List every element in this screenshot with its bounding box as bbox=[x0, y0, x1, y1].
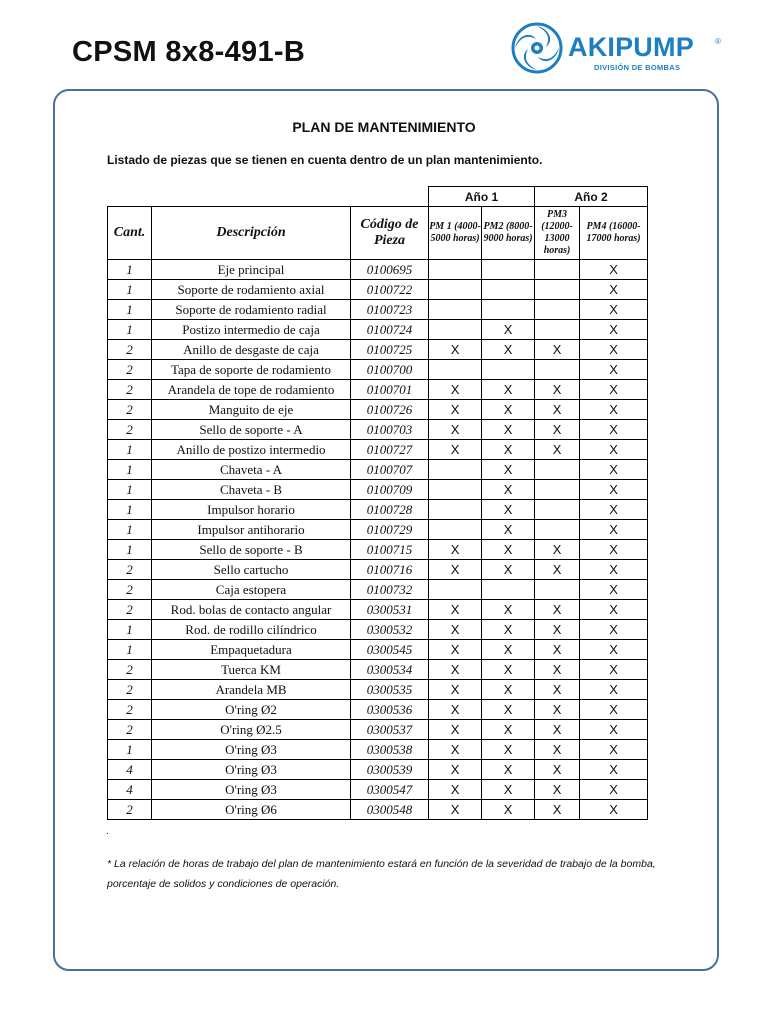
row-description: Sello cartucho bbox=[152, 560, 351, 580]
row-description: Anillo de desgaste de caja bbox=[152, 340, 351, 360]
row-pm1: X bbox=[429, 340, 482, 360]
row-pm3 bbox=[535, 320, 580, 340]
logo-subtitle: DIVISIÓN DE BOMBAS bbox=[594, 63, 681, 72]
row-code: 0300539 bbox=[351, 760, 429, 780]
row-pm2: X bbox=[482, 380, 535, 400]
table-row bbox=[108, 400, 648, 420]
row-code: 0300531 bbox=[351, 600, 429, 620]
row-pm3: X bbox=[535, 700, 580, 720]
table-row bbox=[108, 300, 648, 320]
row-code: 0100701 bbox=[351, 380, 429, 400]
row-description: Arandela de tope de rodamiento bbox=[152, 380, 351, 400]
row-pm4: X bbox=[580, 580, 648, 600]
row-pm2: X bbox=[482, 760, 535, 780]
row-description: Chaveta - A bbox=[152, 460, 351, 480]
row-qty: 1 bbox=[108, 300, 152, 320]
table-row bbox=[108, 700, 648, 720]
row-pm3 bbox=[535, 520, 580, 540]
row-qty: 1 bbox=[108, 320, 152, 340]
row-pm4: X bbox=[580, 280, 648, 300]
row-code: 0100724 bbox=[351, 320, 429, 340]
row-pm1 bbox=[429, 360, 482, 380]
row-pm4: X bbox=[580, 380, 648, 400]
table-row bbox=[108, 760, 648, 780]
row-description: Impulsor antihorario bbox=[152, 520, 351, 540]
row-pm3 bbox=[535, 280, 580, 300]
row-description: Eje principal bbox=[152, 260, 351, 280]
row-pm1: X bbox=[429, 560, 482, 580]
row-pm2: X bbox=[482, 460, 535, 480]
row-pm3: X bbox=[535, 420, 580, 440]
row-code: 0100703 bbox=[351, 420, 429, 440]
row-pm4: X bbox=[580, 460, 648, 480]
row-pm4: X bbox=[580, 340, 648, 360]
row-pm4: X bbox=[580, 660, 648, 680]
table-row bbox=[108, 460, 648, 480]
column-header-row bbox=[108, 207, 648, 260]
row-pm4: X bbox=[580, 260, 648, 280]
row-pm3: X bbox=[535, 740, 580, 760]
row-pm3: X bbox=[535, 540, 580, 560]
row-description: O'ring Ø3 bbox=[152, 760, 351, 780]
code-header: Código de Pieza bbox=[351, 207, 429, 260]
row-qty: 2 bbox=[108, 660, 152, 680]
row-pm1 bbox=[429, 280, 482, 300]
row-pm3: X bbox=[535, 560, 580, 580]
table-row bbox=[108, 420, 648, 440]
row-description: Rod. bolas de contacto angular bbox=[152, 600, 351, 620]
row-code: 0100726 bbox=[351, 400, 429, 420]
row-pm1: X bbox=[429, 440, 482, 460]
row-pm3 bbox=[535, 360, 580, 380]
row-code: 0100732 bbox=[351, 580, 429, 600]
pm2-header: PM2 (8000-9000 horas) bbox=[482, 207, 535, 260]
row-code: 0100700 bbox=[351, 360, 429, 380]
table-row bbox=[108, 500, 648, 520]
document-title: PLAN DE MANTENIMIENTO bbox=[292, 119, 476, 135]
row-pm3: X bbox=[535, 780, 580, 800]
row-qty: 4 bbox=[108, 760, 152, 780]
pm1-header: PM 1 (4000-5000 horas) bbox=[429, 207, 482, 260]
row-description: Soporte de rodamiento axial bbox=[152, 280, 351, 300]
row-description: Impulsor horario bbox=[152, 500, 351, 520]
row-pm3 bbox=[535, 500, 580, 520]
row-pm1 bbox=[429, 260, 482, 280]
row-pm2 bbox=[482, 280, 535, 300]
row-pm1: X bbox=[429, 420, 482, 440]
row-pm3: X bbox=[535, 720, 580, 740]
row-pm4: X bbox=[580, 360, 648, 380]
row-description: Sello de soporte - B bbox=[152, 540, 351, 560]
row-pm2: X bbox=[482, 740, 535, 760]
row-pm2: X bbox=[482, 680, 535, 700]
table-row bbox=[108, 640, 648, 660]
row-qty: 2 bbox=[108, 680, 152, 700]
row-code: 0100723 bbox=[351, 300, 429, 320]
row-pm2: X bbox=[482, 700, 535, 720]
row-qty: 2 bbox=[108, 360, 152, 380]
row-code: 0100707 bbox=[351, 460, 429, 480]
row-code: 0100709 bbox=[351, 480, 429, 500]
row-pm2: X bbox=[482, 600, 535, 620]
row-pm2: X bbox=[482, 340, 535, 360]
row-pm2: X bbox=[482, 620, 535, 640]
row-pm1: X bbox=[429, 800, 482, 820]
table-row bbox=[108, 580, 648, 600]
row-qty: 1 bbox=[108, 620, 152, 640]
row-qty: 2 bbox=[108, 400, 152, 420]
row-pm3: X bbox=[535, 600, 580, 620]
row-description: Soporte de rodamiento radial bbox=[152, 300, 351, 320]
row-pm4: X bbox=[580, 560, 648, 580]
pm4-header: PM4 (16000-17000 horas) bbox=[580, 207, 648, 260]
row-qty: 2 bbox=[108, 380, 152, 400]
row-pm3: X bbox=[535, 620, 580, 640]
row-pm1: X bbox=[429, 680, 482, 700]
row-pm4: X bbox=[580, 520, 648, 540]
row-pm1: X bbox=[429, 620, 482, 640]
row-pm3: X bbox=[535, 340, 580, 360]
row-pm1: X bbox=[429, 400, 482, 420]
table-row bbox=[108, 560, 648, 580]
row-description: Sello de soporte - A bbox=[152, 420, 351, 440]
row-description: O'ring Ø3 bbox=[152, 780, 351, 800]
row-pm2: X bbox=[482, 640, 535, 660]
row-pm3 bbox=[535, 260, 580, 280]
row-qty: 2 bbox=[108, 340, 152, 360]
row-pm1: X bbox=[429, 740, 482, 760]
row-pm3 bbox=[535, 480, 580, 500]
table-row bbox=[108, 360, 648, 380]
row-description: O'ring Ø3 bbox=[152, 740, 351, 760]
row-pm3: X bbox=[535, 760, 580, 780]
table-row bbox=[108, 320, 648, 340]
row-description: Rod. de rodillo cilíndrico bbox=[152, 620, 351, 640]
row-code: 0100695 bbox=[351, 260, 429, 280]
row-pm3: X bbox=[535, 380, 580, 400]
row-description: Manguito de eje bbox=[152, 400, 351, 420]
row-qty: 2 bbox=[108, 600, 152, 620]
row-pm4: X bbox=[580, 700, 648, 720]
row-code: 0300532 bbox=[351, 620, 429, 640]
row-code: 0100716 bbox=[351, 560, 429, 580]
row-pm4: X bbox=[580, 620, 648, 640]
table-row bbox=[108, 540, 648, 560]
row-pm1 bbox=[429, 520, 482, 540]
row-pm4: X bbox=[580, 680, 648, 700]
row-pm1 bbox=[429, 580, 482, 600]
row-pm1: X bbox=[429, 600, 482, 620]
row-pm4: X bbox=[580, 640, 648, 660]
row-qty: 1 bbox=[108, 460, 152, 480]
row-description: Arandela MB bbox=[152, 680, 351, 700]
row-pm2 bbox=[482, 360, 535, 380]
row-qty: 4 bbox=[108, 780, 152, 800]
row-pm3: X bbox=[535, 640, 580, 660]
row-qty: 1 bbox=[108, 740, 152, 760]
row-pm4: X bbox=[580, 320, 648, 340]
table-row bbox=[108, 520, 648, 540]
row-pm1: X bbox=[429, 760, 482, 780]
row-qty: 2 bbox=[108, 580, 152, 600]
logo-wordmark: AKIPUMP bbox=[568, 32, 694, 62]
row-pm4: X bbox=[580, 300, 648, 320]
model-title: CPSM 8x8-491-B bbox=[72, 36, 306, 68]
row-pm2: X bbox=[482, 520, 535, 540]
row-pm1: X bbox=[429, 540, 482, 560]
row-pm2 bbox=[482, 260, 535, 280]
row-qty: 2 bbox=[108, 420, 152, 440]
row-pm4: X bbox=[580, 440, 648, 460]
row-code: 0300545 bbox=[351, 640, 429, 660]
pm3-header: PM3 (12000-13000 horas) bbox=[535, 207, 580, 260]
table-row bbox=[108, 260, 648, 280]
row-code: 0300537 bbox=[351, 720, 429, 740]
row-pm4: X bbox=[580, 780, 648, 800]
table-row bbox=[108, 720, 648, 740]
row-qty: 1 bbox=[108, 440, 152, 460]
row-qty: 2 bbox=[108, 800, 152, 820]
row-description: Chaveta - B bbox=[152, 480, 351, 500]
row-pm4: X bbox=[580, 500, 648, 520]
registered-mark: ® bbox=[715, 37, 721, 46]
row-pm4: X bbox=[580, 800, 648, 820]
row-pm4: X bbox=[580, 760, 648, 780]
qty-header: Cant. bbox=[108, 207, 152, 260]
year-1-header: Año 1 bbox=[429, 187, 535, 207]
row-pm4: X bbox=[580, 740, 648, 760]
row-code: 0300534 bbox=[351, 660, 429, 680]
row-code: 0300547 bbox=[351, 780, 429, 800]
row-pm2 bbox=[482, 580, 535, 600]
year-2-header: Año 2 bbox=[535, 187, 648, 207]
table-row bbox=[108, 280, 648, 300]
row-qty: 1 bbox=[108, 500, 152, 520]
row-pm4: X bbox=[580, 540, 648, 560]
row-pm4: X bbox=[580, 400, 648, 420]
row-qty: 1 bbox=[108, 640, 152, 660]
row-pm4: X bbox=[580, 480, 648, 500]
row-description: Anillo de postizo intermedio bbox=[152, 440, 351, 460]
row-description: Empaquetadura bbox=[152, 640, 351, 660]
row-code: 0300548 bbox=[351, 800, 429, 820]
row-description: O'ring Ø6 bbox=[152, 800, 351, 820]
intro-text: Listado de piezas que se tienen en cuenta dentro de un plan mantenimiento. bbox=[107, 153, 543, 167]
row-pm1: X bbox=[429, 700, 482, 720]
row-pm1 bbox=[429, 320, 482, 340]
row-pm2: X bbox=[482, 320, 535, 340]
blank-corner bbox=[108, 187, 429, 207]
row-qty: 1 bbox=[108, 480, 152, 500]
table-row bbox=[108, 740, 648, 760]
row-pm1 bbox=[429, 500, 482, 520]
table-row bbox=[108, 660, 648, 680]
row-code: 0100728 bbox=[351, 500, 429, 520]
row-pm1: X bbox=[429, 720, 482, 740]
row-code: 0300535 bbox=[351, 680, 429, 700]
row-pm2: X bbox=[482, 800, 535, 820]
row-pm1: X bbox=[429, 380, 482, 400]
row-pm1: X bbox=[429, 660, 482, 680]
row-qty: 1 bbox=[108, 520, 152, 540]
row-pm2: X bbox=[482, 540, 535, 560]
row-pm4: X bbox=[580, 720, 648, 740]
table-row bbox=[108, 620, 648, 640]
row-pm2: X bbox=[482, 660, 535, 680]
table-row bbox=[108, 340, 648, 360]
row-pm2: X bbox=[482, 560, 535, 580]
row-pm2: X bbox=[482, 500, 535, 520]
row-qty: 2 bbox=[108, 700, 152, 720]
row-pm1 bbox=[429, 460, 482, 480]
year-header-row bbox=[108, 187, 648, 207]
row-pm2: X bbox=[482, 420, 535, 440]
row-description: O'ring Ø2 bbox=[152, 700, 351, 720]
maintenance-table bbox=[107, 186, 648, 820]
table-row bbox=[108, 600, 648, 620]
row-description: O'ring Ø2.5 bbox=[152, 720, 351, 740]
row-pm2: X bbox=[482, 400, 535, 420]
row-pm3: X bbox=[535, 400, 580, 420]
row-description: Caja estopera bbox=[152, 580, 351, 600]
row-pm1 bbox=[429, 480, 482, 500]
row-qty: 1 bbox=[108, 540, 152, 560]
row-pm3 bbox=[535, 460, 580, 480]
row-qty: 1 bbox=[108, 260, 152, 280]
row-code: 0300538 bbox=[351, 740, 429, 760]
row-qty: 2 bbox=[108, 560, 152, 580]
row-pm3: X bbox=[535, 680, 580, 700]
row-pm3: X bbox=[535, 800, 580, 820]
row-pm2 bbox=[482, 300, 535, 320]
table-row bbox=[108, 680, 648, 700]
row-pm3: X bbox=[535, 660, 580, 680]
row-qty: 2 bbox=[108, 720, 152, 740]
row-pm3 bbox=[535, 580, 580, 600]
table-row bbox=[108, 440, 648, 460]
row-description: Postizo intermedio de caja bbox=[152, 320, 351, 340]
row-pm2: X bbox=[482, 480, 535, 500]
row-code: 0100729 bbox=[351, 520, 429, 540]
description-header: Descripción bbox=[152, 207, 351, 260]
row-pm2: X bbox=[482, 780, 535, 800]
row-pm1: X bbox=[429, 640, 482, 660]
row-code: 0100722 bbox=[351, 280, 429, 300]
row-pm2: X bbox=[482, 440, 535, 460]
pump-swirl-icon bbox=[510, 21, 564, 75]
table-row bbox=[108, 800, 648, 820]
row-code: 0300536 bbox=[351, 700, 429, 720]
akipump-logo bbox=[510, 20, 725, 76]
row-pm1: X bbox=[429, 780, 482, 800]
footnote: * La relación de horas de trabajo del plan de mantenimiento estará en función de la severidad de trabajo de la bomba, porcentaje de solidos y condiciones de operación. bbox=[107, 858, 656, 890]
stray-dot: . bbox=[106, 826, 109, 837]
row-code: 0100727 bbox=[351, 440, 429, 460]
row-pm3: X bbox=[535, 440, 580, 460]
table-row bbox=[108, 780, 648, 800]
row-code: 0100715 bbox=[351, 540, 429, 560]
row-pm4: X bbox=[580, 420, 648, 440]
row-qty: 1 bbox=[108, 280, 152, 300]
row-pm3 bbox=[535, 300, 580, 320]
table-row bbox=[108, 380, 648, 400]
row-pm1 bbox=[429, 300, 482, 320]
table-row bbox=[108, 480, 648, 500]
row-description: Tapa de soporte de rodamiento bbox=[152, 360, 351, 380]
row-description: Tuerca KM bbox=[152, 660, 351, 680]
row-pm4: X bbox=[580, 600, 648, 620]
row-code: 0100725 bbox=[351, 340, 429, 360]
row-pm2: X bbox=[482, 720, 535, 740]
